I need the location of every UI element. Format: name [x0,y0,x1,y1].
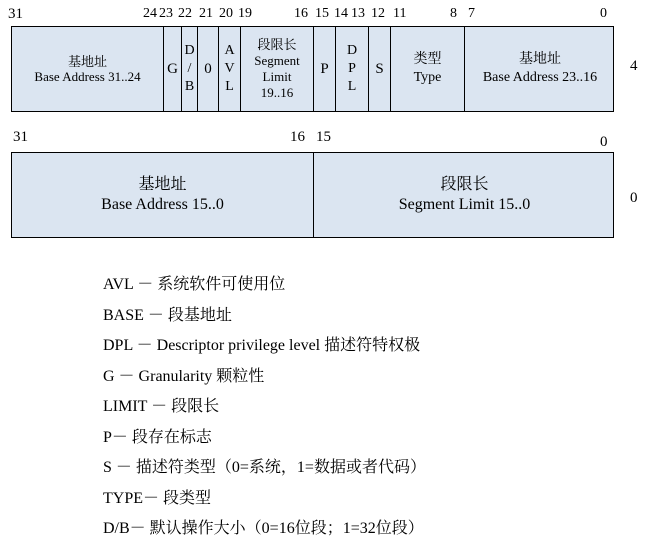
limit-high-field: 段限长 Segment Limit 19..16 [240,27,313,111]
word-index-high: 4 [630,58,638,74]
bit-number-24: 24 [143,6,157,21]
field-legend [103,272,426,547]
limit-low-field: 段限长 Segment Limit 15..0 [313,153,615,237]
bit-number-15: 15 [315,6,329,21]
legend-item-g: G － Granularity 颗粒性 [103,367,265,385]
bit-number-16: 16 [294,6,308,21]
p-field: P [313,27,335,111]
descriptor-low-word [11,152,614,238]
legend-item-db: D/B－ 默认操作大小（0=16位段；1=32位段） [103,520,424,537]
g-field: G [163,27,181,111]
bit-number-22: 22 [178,6,192,21]
low-bit-number-16: 16 [290,129,305,145]
bit-number-21: 21 [199,6,213,21]
legend-item-limit: LIMIT － 段限长 [103,398,220,415]
bit-number-20: 20 [219,6,233,21]
base-high-field: 基地址 Base Address 31..24 [34,54,141,84]
descriptor-high-word [11,26,614,112]
bit-number-19: 19 [238,6,252,21]
bit-number-23: 23 [159,6,173,21]
low-bit-number-0: 0 [600,134,608,150]
legend-item-dpl: DPL － Descriptor privilege level 描述符特权极 [103,337,421,354]
zero-field: 0 [197,27,218,111]
db-field: D / B [181,27,197,111]
bit-number-8: 8 [450,6,457,21]
bit-number-7: 7 [468,6,475,21]
legend-item-base: BASE － 段基地址 [103,306,232,324]
low-bit-number-31: 31 [13,129,28,145]
bit-number-13: 13 [351,6,365,21]
bit-number-11: 11 [393,6,407,21]
low-bit-number-15: 15 [316,129,331,145]
base-mid-field: 基地址 Base Address 23..16 [464,27,615,111]
legend-item-p: P－ 段存在标志 [103,428,212,446]
base-low-field: 基地址 Base Address 15..0 [101,176,224,213]
bit-number-12: 12 [371,6,385,21]
dpl-field: D P L [335,27,368,111]
bit-number-14: 14 [334,6,348,21]
avl-field: A V L [218,27,240,111]
legend-item-s: S － 描述符类型（0=系统，1=数据或者代码） [103,459,426,476]
legend-item-type: TYPE－ 段类型 [103,489,212,507]
s-field: S [368,27,390,111]
bit-number-0: 0 [600,6,607,21]
legend-item-avl: AVL － 系统软件可使用位 [103,276,286,293]
type-field: 类型 Type [390,27,464,111]
bit-number-31: 31 [8,6,23,22]
word-index-low: 0 [630,190,638,206]
